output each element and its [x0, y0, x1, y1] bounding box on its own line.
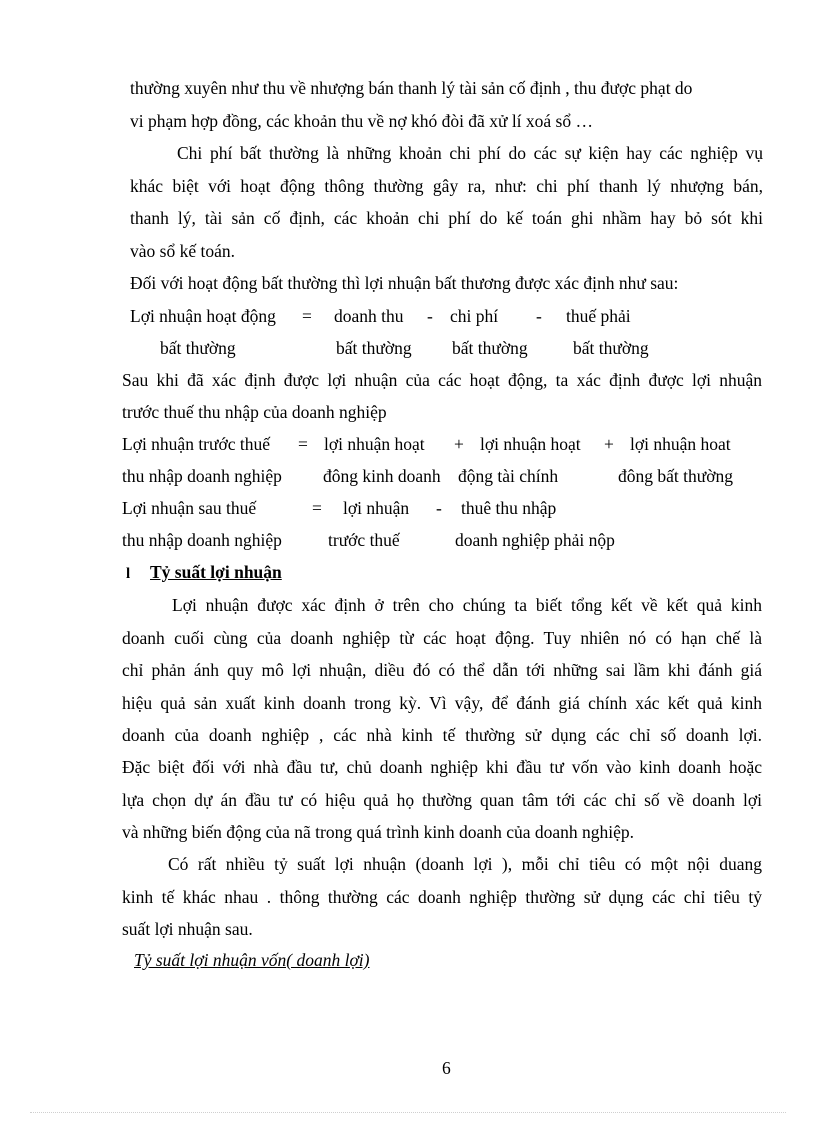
formula-2-label: Lợi nhuận trước thuế — [122, 434, 271, 454]
formula-3-term-1: lợi nhuận — [343, 498, 410, 518]
paragraph-3-line-2: trước thuế thu nhập của doanh nghiệp — [122, 402, 387, 422]
formula-1-sub-2: bất thường — [452, 338, 528, 358]
formula-1-sub-1: bất thường — [336, 338, 412, 358]
formula-2-term-2: lợi nhuận hoạt — [480, 434, 581, 454]
formula-1-term-2: chi phí — [450, 306, 499, 326]
formula-3-label-2: thu nhập doanh nghiệp — [122, 530, 282, 550]
formula-3-label: Lợi nhuận sau thuế — [122, 498, 257, 518]
formula-2-term-3: lợi nhuận hoat — [630, 434, 731, 454]
formula-2-sub-3: đông bất thường — [618, 466, 733, 486]
paragraph-1-line-2: vi phạm hợp đồng, các khoản thu về nợ khó đòi đã xử lí xoá sổ … — [130, 111, 593, 131]
intro-line: Đối với hoạt động bất thường thì lợi nhuận bất thương được xác định như sau: — [130, 273, 679, 293]
paragraph-4-line-4: hiệu quả sản xuất kinh doanh trong kỳ. Vì vậy, để đánh giá chính xác kết quả kinh — [122, 693, 762, 713]
formula-3-equals: = — [312, 498, 322, 518]
paragraph-5-line-2: kinh tế khác nhau . thông thường các doanh nghiệp thường sử dụng các chỉ tiêu tỷ — [122, 887, 762, 907]
page-edge-divider — [30, 1112, 786, 1113]
subheading: Tỷ suất lợi nhuận vốn( doanh lợi) — [134, 950, 370, 970]
formula-1-op-2: - — [536, 306, 542, 326]
formula-1-label: Lợi nhuận hoạt động — [130, 306, 276, 326]
formula-1-term-1: doanh thu — [334, 306, 404, 326]
section-bullet: l — [126, 566, 131, 582]
paragraph-2-line-2: khác biệt với hoạt động thông thường gây ra, như: chi phí thanh lý nhượng bán, — [130, 176, 763, 196]
formula-1-op-1: - — [427, 306, 433, 326]
paragraph-4-line-3: chỉ phản ánh quy mô lợi nhuận, diều đó có thể dẫn tới những sai lầm khi đánh giá — [122, 660, 762, 680]
formula-1-equals: = — [302, 306, 312, 326]
section-heading: Tỷ suất lợi nhuận — [150, 562, 282, 582]
formula-2-op-2: + — [604, 434, 614, 454]
paragraph-2-line-1: Chi phí bất thường là những khoản chi phí do các sự kiện hay các nghiệp vụ — [177, 143, 763, 163]
formula-3-sub-1: trước thuế — [328, 530, 400, 550]
formula-1-label-2: bất thường — [160, 338, 236, 358]
formula-3-op-1: - — [436, 498, 442, 518]
paragraph-4-line-6: Đặc biệt đối với nhà đầu tư, chủ doanh nghiệp khi đầu tư vốn vào kinh doanh hoặc — [122, 757, 762, 777]
formula-1-sub-3: bất thường — [573, 338, 649, 358]
page-number: 6 — [442, 1058, 451, 1078]
formula-2-equals: = — [298, 434, 308, 454]
paragraph-3-line-1: Sau khi đã xác định được lợi nhuận của các hoạt động, ta xác định được lợi nhuận — [122, 370, 762, 390]
paragraph-1-line-1 — [130, 78, 763, 98]
formula-3-sub-2: doanh nghiệp phải nộp — [455, 530, 615, 550]
formula-2-op-1: + — [454, 434, 464, 454]
paragraph-2-line-3: thanh lý, tài sản cố định, các khoản chi phí do kế toán ghi nhầm hay bỏ sót khi — [130, 208, 763, 228]
formula-3-term-2: thuê thu nhập — [461, 498, 557, 518]
text: thường xuyên như thu về nhượng bán thanh lý tài sản cố định , thu được phạt do — [130, 78, 693, 98]
paragraph-4-line-5: doanh của doanh nghiệp , các nhà kinh tế thường sử dụng các chỉ số doanh lợi. — [122, 725, 762, 745]
formula-2-term-1: lợi nhuận hoạt — [324, 434, 425, 454]
paragraph-4-line-8: và những biến động của nã trong quá trình kinh doanh của doanh nghiệp. — [122, 822, 635, 842]
formula-2-label-2: thu nhập doanh nghiệp — [122, 466, 282, 486]
formula-2-sub-1: đông kinh doanh — [323, 466, 441, 486]
formula-1-term-3: thuế phải — [566, 306, 631, 326]
formula-2-sub-2: động tài chính — [458, 466, 559, 486]
paragraph-2-line-4: vào sổ kế toán. — [130, 241, 235, 261]
paragraph-5-line-1: Có rất nhiều tỷ suất lợi nhuận (doanh lợi ), mỗi chỉ tiêu có một nội duang — [168, 854, 762, 874]
paragraph-5-line-3: suất lợi nhuận sau. — [122, 919, 253, 939]
paragraph-4-line-2: doanh cuối cùng của doanh nghiệp từ các hoạt động. Tuy nhiên nó có hạn chế là — [122, 628, 762, 648]
paragraph-4-line-1: Lợi nhuận được xác định ở trên cho chúng ta biết tổng kết về kết quả kinh — [172, 595, 762, 615]
paragraph-4-line-7: lựa chọn dự án đầu tư có hiệu quả họ thường quan tâm tới các chỉ số về doanh lợi — [122, 790, 762, 810]
